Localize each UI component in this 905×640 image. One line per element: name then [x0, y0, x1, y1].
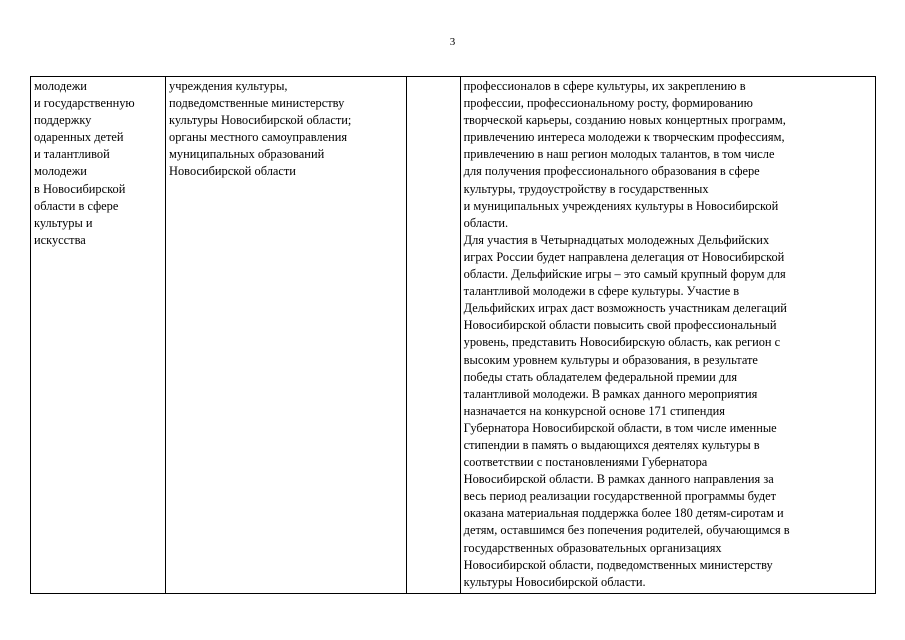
- goal-text: молодежи и государственную поддержку одаренных детей и талантливой молодежи в Новосибирской области в сфере культуры и искусства: [34, 79, 135, 247]
- executors-text: учреждения культуры, подведомственные министерству культуры Новосибирской области; органы местного самоуправления муниципальных образований Новосибирской области: [169, 79, 352, 179]
- cell-goal: [31, 77, 166, 594]
- program-table: [30, 76, 876, 594]
- cell-empty: [407, 77, 460, 594]
- description-paragraph-2: Для участия в Четырнадцатых молодежных Дельфийских играх России будет направлена делегация от Новосибирской области. Дельфийские игры – это самый крупный форум для талантливой молодежи в сфере культуры. Участие в Дельфийских играх даст возможность участникам делегаций Новосибирской области повысить свой профессиональный уровень, представить Новосибирскую область, как регион с высоким уровнем культуры и образования, в результате победы стать обладателем федеральной премии для талантливой молодежи. В рамках данного мероприятия назначается на конкурсной основе 171 стипендия Губернатора Новосибирской области, в том числе именные стипендии в память о выдающихся деятелях культуры в соответствии с постановлениями Губернатора Новосибирской области. В рамках данного направления за весь период реализации государственной программы будет оказана материальная поддержка более 180 детям-сиротам и детям, оставшимся без попечения родителей, обучающимся в государственных образовательных организациях Новосибирской области, подведомственных министерству культуры Новосибирской области.: [463, 232, 790, 589]
- cell-executors: [166, 77, 407, 594]
- cell-description: [460, 77, 875, 594]
- description-paragraph-1: профессионалов в сфере культуры, их закреплению в профессии, профессиональному росту, формированию творческой карьеры, созданию новых концертных программ, привлечению интереса молодежи к творческим профессиям, привлечению в наш регион молодых талантов, в том числе для получения профессионального образования в сфере культуры, трудоустройству в государственных и муниципальных учреждениях культуры в Новосибирской области.: [463, 79, 786, 230]
- page-number: 3: [449, 36, 456, 48]
- table-row: [31, 77, 876, 594]
